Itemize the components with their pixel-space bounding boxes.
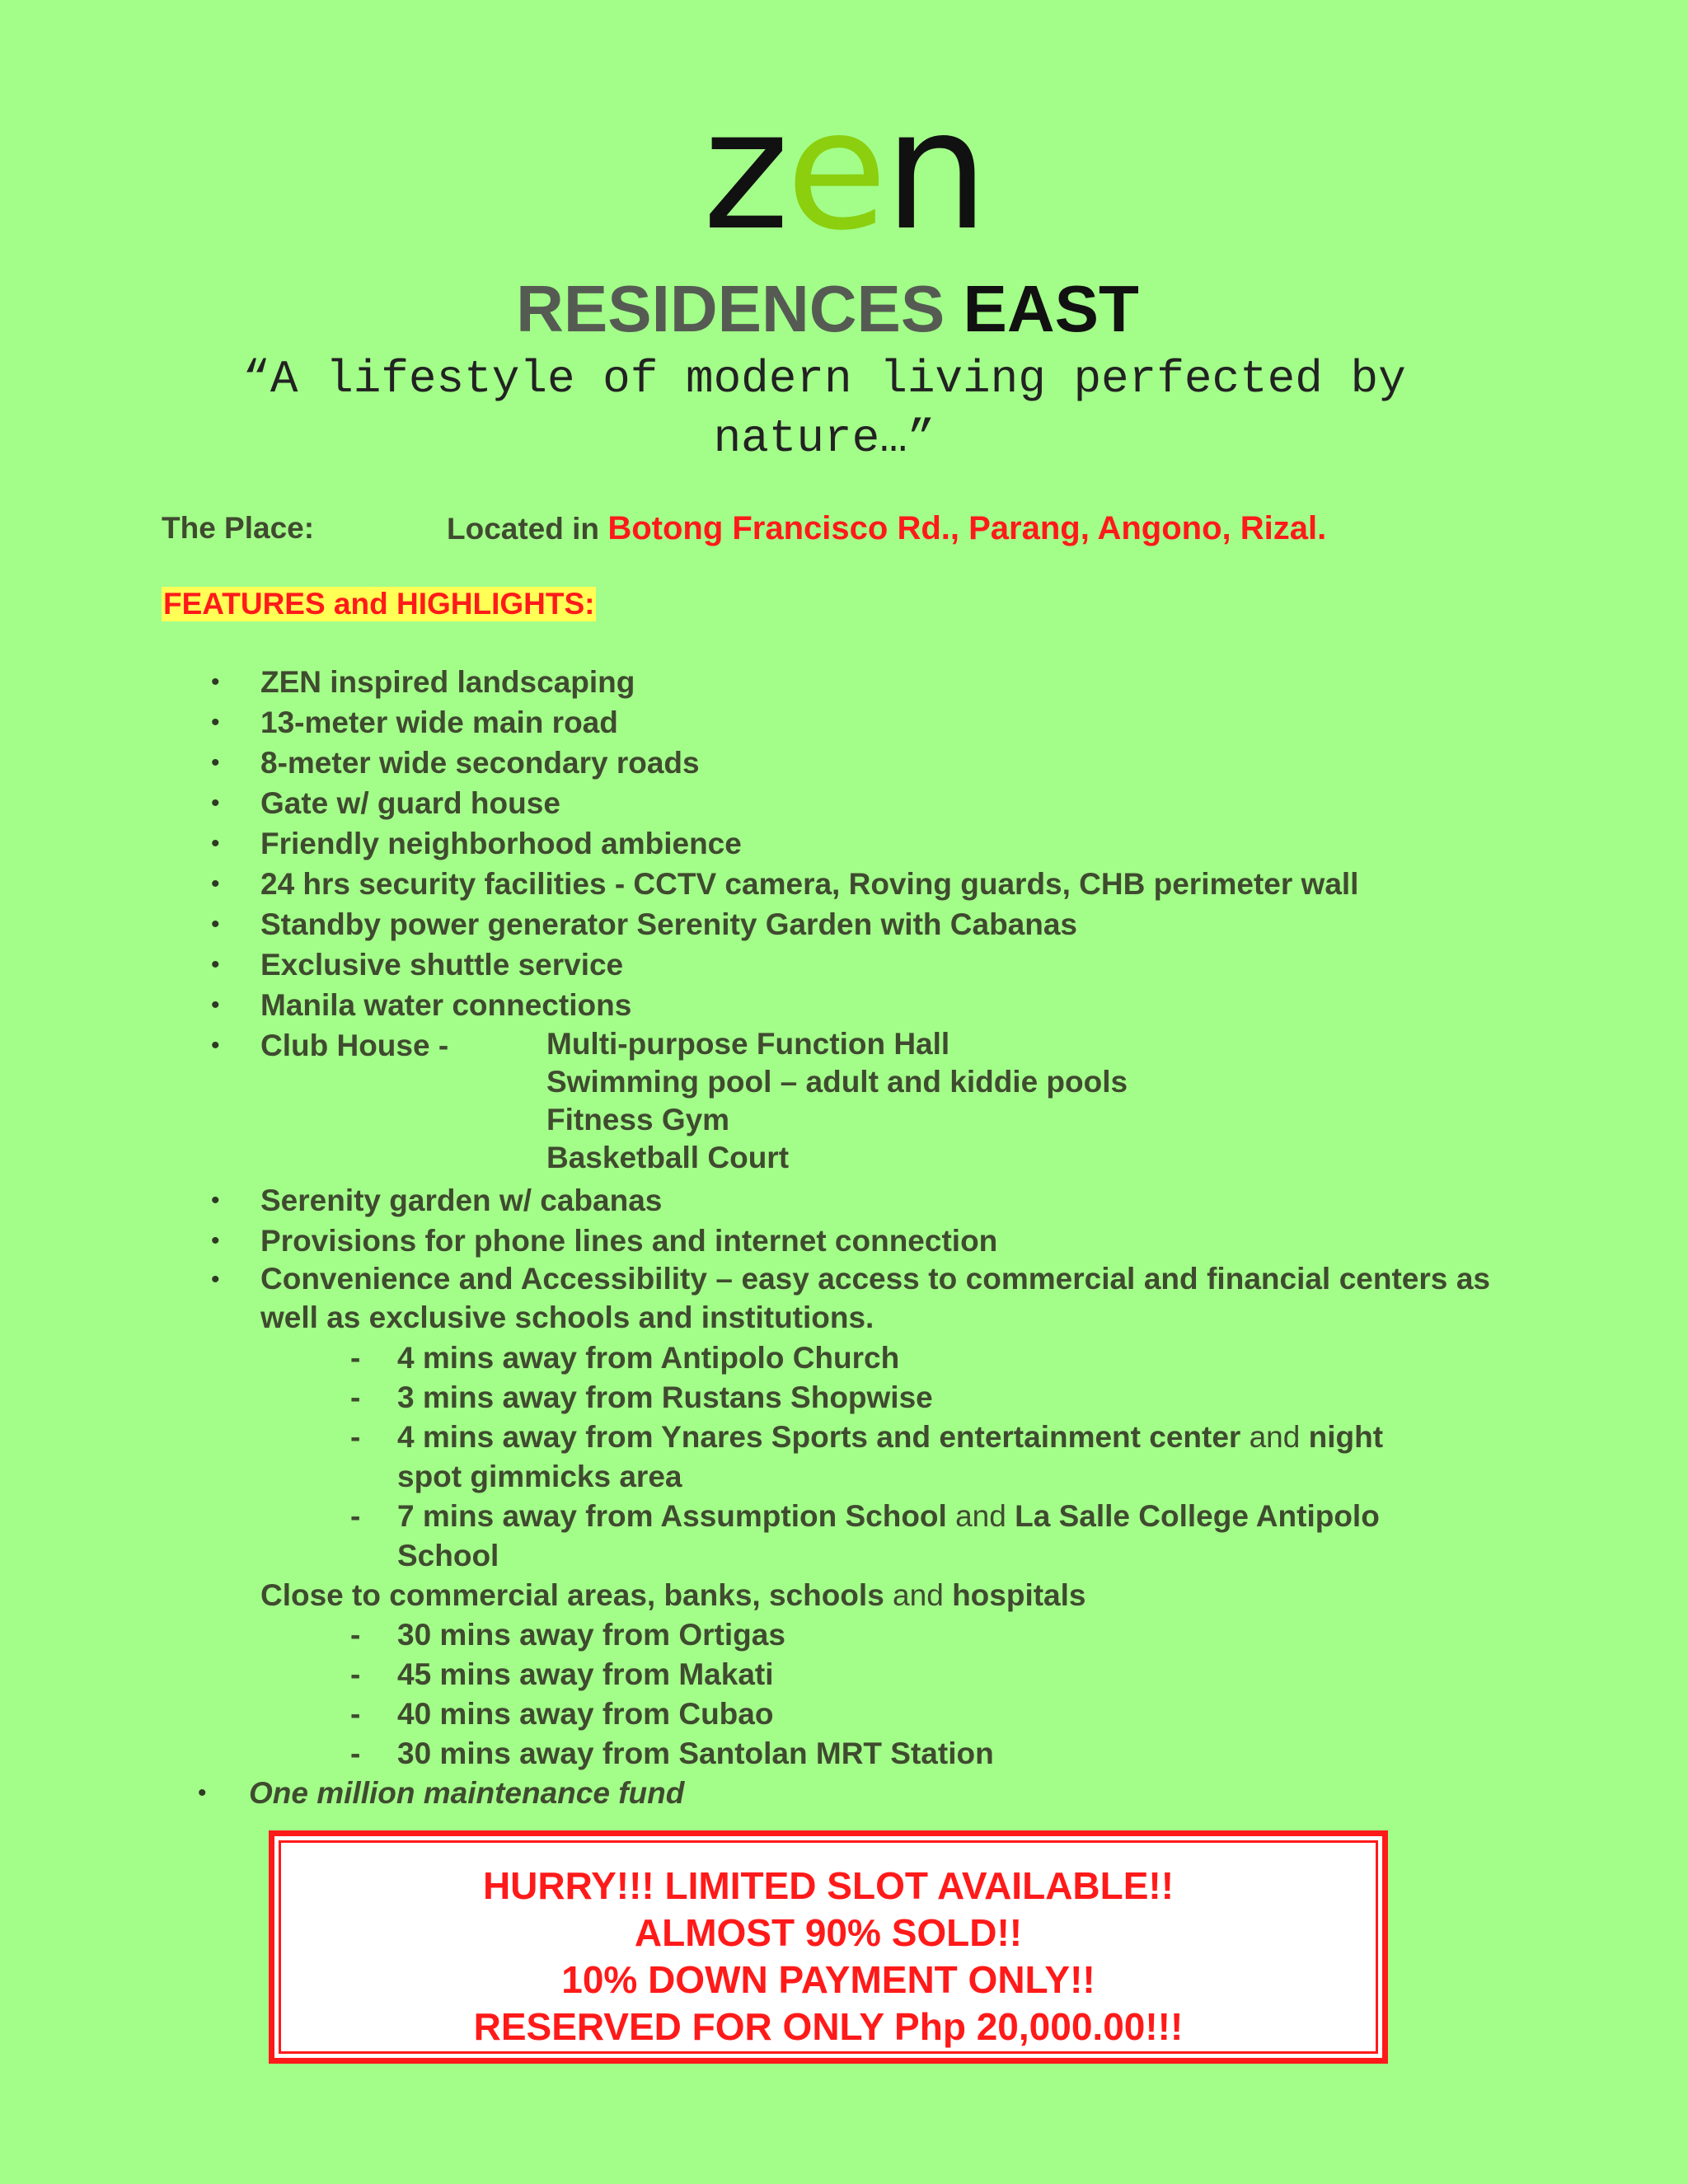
bullet-icon: • bbox=[211, 749, 220, 776]
place-address: Botong Francisco Rd., Parang, Angono, Rizal. bbox=[607, 510, 1327, 546]
logo-letter-e: e bbox=[785, 75, 884, 267]
feature-item: Gate w/ guard house bbox=[260, 786, 560, 820]
club-house-label: Club House - bbox=[260, 1029, 449, 1062]
bullet-icon: • bbox=[211, 870, 220, 898]
close-to-item: 30 mins away from Santolan MRT Station bbox=[397, 1736, 994, 1770]
zen-logo bbox=[0, 75, 1688, 267]
bullet-icon: • bbox=[211, 668, 220, 696]
convenience-item-continued: School bbox=[397, 1539, 499, 1572]
bullet-icon: • bbox=[211, 1266, 220, 1293]
promo-box-inner bbox=[279, 1840, 1378, 2054]
title-residences: RESIDENCES bbox=[516, 272, 945, 345]
place-location bbox=[447, 509, 1326, 548]
convenience-item: 4 mins away from Antipolo Church bbox=[397, 1341, 900, 1375]
bullet-icon: • bbox=[198, 1779, 207, 1807]
feature-item: Serenity garden w/ cabanas bbox=[260, 1183, 663, 1217]
feature-item: Standby power generator Serenity Garden with Cabanas bbox=[260, 907, 1078, 941]
convenience-paragraph: Convenience and Accessibility – easy access to commercial and financial centers as well as exclusive schools and institutions. bbox=[260, 1262, 1490, 1334]
bullet-icon: • bbox=[211, 1187, 220, 1214]
promo-line: RESERVED FOR ONLY Php 20,000.00!!! bbox=[473, 2005, 1184, 2048]
place-label: The Place: bbox=[162, 511, 315, 545]
dash-marker: - bbox=[350, 1380, 361, 1414]
close-to-item: 40 mins away from Cubao bbox=[397, 1697, 774, 1731]
feature-item: ZEN inspired landscaping bbox=[260, 665, 635, 699]
convenience-item bbox=[397, 1497, 1380, 1536]
feature-item: 24 hrs security facilities - CCTV camera, Roving guards, CHB perimeter wall bbox=[260, 867, 1359, 901]
promo-line: 10% DOWN PAYMENT ONLY!! bbox=[561, 1958, 1095, 2001]
promo-line: HURRY!!! LIMITED SLOT AVAILABLE!! bbox=[482, 1864, 1175, 1907]
bullet-icon: • bbox=[211, 911, 220, 938]
feature-item: Exclusive shuttle service bbox=[260, 948, 624, 982]
promo-box bbox=[269, 1830, 1388, 2064]
bullet-icon: • bbox=[211, 991, 220, 1019]
conjunction-and: and bbox=[1249, 1420, 1301, 1454]
dash-marker: - bbox=[350, 1736, 361, 1770]
maintenance-fund: One million maintenance fund bbox=[249, 1776, 685, 1810]
feature-item: Friendly neighborhood ambience bbox=[260, 827, 742, 860]
dash-marker: - bbox=[350, 1657, 361, 1691]
logo-letter-z: z bbox=[702, 75, 786, 267]
features-heading: FEATURES and HIGHLIGHTS: bbox=[163, 587, 595, 621]
convenience-item: 3 mins away from Rustans Shopwise bbox=[397, 1380, 933, 1414]
promo-line: ALMOST 90% SOLD!! bbox=[634, 1911, 1023, 1954]
convenience-item-continued: spot gimmicks area bbox=[397, 1460, 682, 1493]
tagline: “A lifestyle of modern living perfected by nature…” bbox=[242, 353, 1406, 465]
bullet-icon: • bbox=[211, 790, 220, 817]
dash-marker: - bbox=[350, 1420, 361, 1454]
convenience-item bbox=[397, 1418, 1383, 1457]
close-to-text: Close to commercial areas, banks, schools bbox=[260, 1578, 884, 1612]
feature-item: Provisions for phone lines and internet connection bbox=[260, 1224, 998, 1258]
title-east: EAST bbox=[963, 272, 1139, 345]
convenience-text: night bbox=[1308, 1420, 1384, 1454]
convenience-text: 4 mins away from Ynares Sports and entertainment center bbox=[397, 1420, 1241, 1454]
conjunction-and: and bbox=[893, 1578, 944, 1612]
club-house-amenity: Swimming pool – adult and kiddie pools bbox=[546, 1065, 1128, 1099]
dash-marker: - bbox=[350, 1341, 361, 1375]
close-to-item: 45 mins away from Makati bbox=[397, 1657, 774, 1691]
club-house-amenity: Fitness Gym bbox=[546, 1103, 730, 1137]
bullet-icon: • bbox=[211, 1032, 220, 1059]
convenience-text: 7 mins away from Assumption School bbox=[397, 1499, 947, 1533]
close-to-text: hospitals bbox=[952, 1578, 1086, 1612]
close-to-item: 30 mins away from Ortigas bbox=[397, 1618, 785, 1652]
logo-letter-n: n bbox=[884, 75, 986, 267]
club-house-amenity: Basketball Court bbox=[546, 1141, 790, 1174]
page-title bbox=[0, 272, 1655, 346]
feature-item: 8-meter wide secondary roads bbox=[260, 746, 700, 780]
club-house-amenity: Multi-purpose Function Hall bbox=[546, 1027, 950, 1061]
bullet-icon: • bbox=[211, 709, 220, 736]
feature-item: Manila water connections bbox=[260, 988, 632, 1022]
conjunction-and: and bbox=[955, 1499, 1006, 1533]
dash-marker: - bbox=[350, 1697, 361, 1731]
bullet-icon: • bbox=[211, 830, 220, 857]
dash-marker: - bbox=[350, 1499, 361, 1533]
dash-marker: - bbox=[350, 1618, 361, 1652]
bullet-icon: • bbox=[211, 951, 220, 978]
bullet-icon: • bbox=[211, 1227, 220, 1254]
located-in-text: Located in bbox=[447, 512, 600, 546]
convenience-text: La Salle College Antipolo bbox=[1015, 1499, 1380, 1533]
close-to-heading bbox=[260, 1576, 1085, 1615]
feature-item: 13-meter wide main road bbox=[260, 705, 618, 739]
